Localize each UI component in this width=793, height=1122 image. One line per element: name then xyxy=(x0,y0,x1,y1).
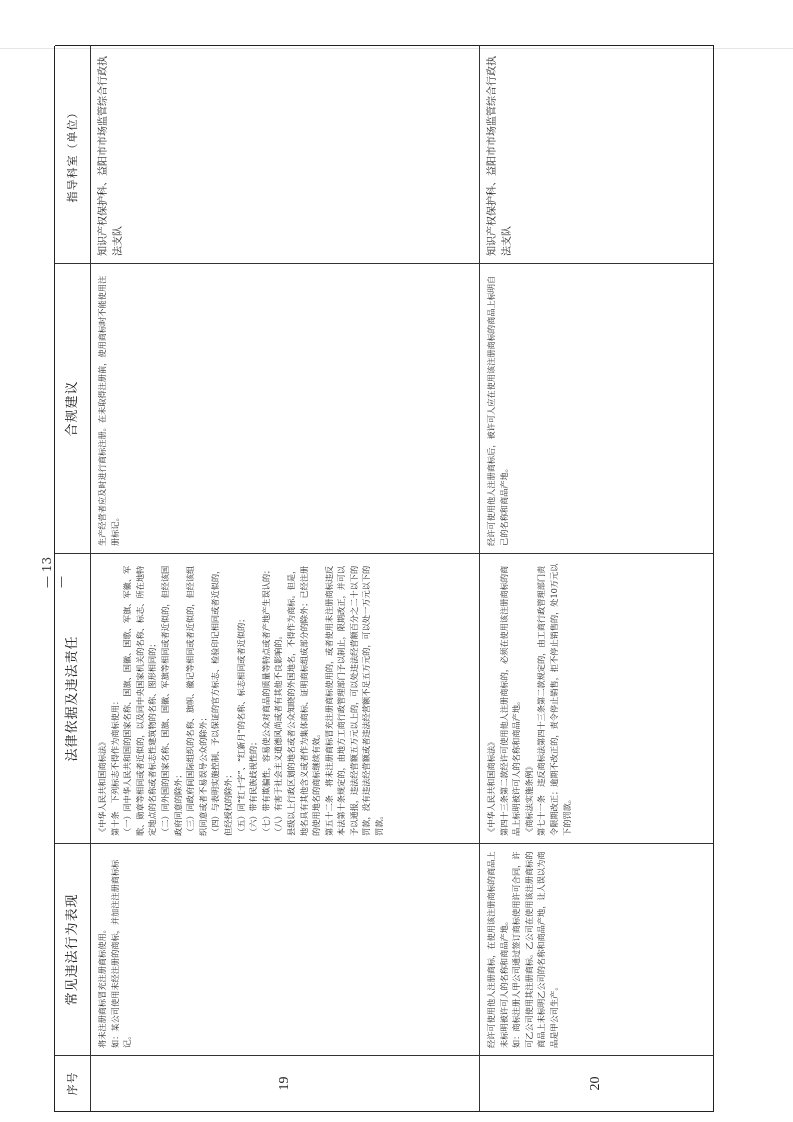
row-19-number: 19 xyxy=(91,1055,480,1111)
row-20-basis-line: 第四十三条第二款经许可使用他人注册商标的，必须在使用该注册商标的商品上标明被许可人的名称和商品产地。 xyxy=(498,565,522,836)
row-19-basis-line: （四）与表明实施控制、予以保证的官方标志、检验印记相同或者近似的，但经授权的除外； xyxy=(210,565,233,836)
header-advice: 合规建议 xyxy=(55,263,91,553)
row-19-basis-line: （二）同外国的国家名称、国旗、国徽、军旗等相同或者近似的，但经该国政府同意的除外； xyxy=(159,565,183,836)
header-no: 序号 xyxy=(55,1055,91,1111)
row-19-behavior xyxy=(91,843,480,1055)
header-behavior: 常见违法行为表现 xyxy=(55,843,91,1055)
row-19-basis-line: （三）同政府间国际组织的名称、旗帜、徽记等相同或者近似的，但经该组织同意或者不易误导公众的除外； xyxy=(185,565,208,836)
row-19-basis-line: （一）同中华人民共和国的国家名称、国旗、国徽、国歌、军旗、军徽、军歌、勋章等相同或者近似的，以及同中央国家机关的名称、标志、所在地特定地点的名称或者标志性建筑物的名称、图形相同的； xyxy=(122,565,158,836)
header-unit: 指导科室（单位） xyxy=(55,45,91,263)
row-20-behavior-line: 如：商标注册人甲公司通过签订商标使用许可合同，许可乙公司使用其注册商标。乙公司在使用该注册商标的商品上未标明乙公司的名称和商品产地，让人误以为商品是甲公司生产。 xyxy=(511,851,559,1048)
row-20-advice-line: 经许可使用他人注册商标后，被许可人应在使用该注册商标的商品上标明自己的名称和商品产地。 xyxy=(486,275,509,546)
row-19-basis xyxy=(91,553,480,843)
row-19-basis-line: （七）带有欺骗性，容易使公众对商品的质量等特点或者产地产生误认的； xyxy=(260,565,271,836)
row-20-number: 20 xyxy=(480,1055,714,1111)
rotated-table-wrapper xyxy=(54,46,714,1112)
row-19-basis-line: 县级以上行政区划的地名或者公众知晓的外国地名，不得作为商标。但是，地名具有其他含义或者作为集体商标、证明商标组成部分的除外；已经注册的使用地名的商标继续有效。 xyxy=(285,565,322,836)
row-20-basis-line: 《商标法实施条例》 xyxy=(523,762,534,836)
row-20-unit: 知识产权保护科、益阳市市场监管综合行政执法支队 xyxy=(480,45,714,263)
row-20-advice xyxy=(480,263,714,553)
row-20-basis-line: 第七十一条 违反商标法第四十三条第二款规定的，由工商行政管理部门责令限期改正；逾期不改正的，责令停止销售，拒不停止销售的，处10万元以下的罚款。 xyxy=(536,563,572,836)
row-19-unit: 知识产权保护科、益阳市市场监管综合行政执法支队 xyxy=(91,45,480,263)
row-19-behavior-line: 如：某公司使用未经注册的商标，并加注注册商标标记。 xyxy=(109,859,133,1048)
row-19-basis-line: （六）带有民族歧视性的； xyxy=(248,737,259,836)
violation-table xyxy=(54,46,714,1112)
row-19-basis-line: （八）有害于社会主义道德风尚或者有其他不良影响的。 xyxy=(273,631,284,836)
row-20-basis-line: 《中华人民共和国商标法》 xyxy=(486,737,496,836)
row-19-basis-line: 第五十二条 将未注册商标冒充注册商标使用的，或者使用未注册商标违反本法第十条规定的，由地方工商行政管理部门予以制止，限期改正，并可以予以通报，违法经营额五万元以上的，可以处违法经营额百分之二十以下的罚款，没有违法经营额或者违法经营额不足五万元的，可以处一万元以下的罚款。 xyxy=(323,565,385,836)
row-20-behavior-line: 经许可使用他人注册商标，在使用该注册商标的商品上未标明被许可人的名称和商品产地。 xyxy=(486,851,509,1048)
page-number: — 13 — xyxy=(40,556,68,588)
row-20-basis xyxy=(480,553,714,843)
row-20-behavior xyxy=(480,843,714,1055)
row-19-basis-line: 《中华人民共和国商标法》 xyxy=(97,737,107,836)
header-basis: 法律依据及违法责任 xyxy=(55,553,91,843)
row-19-basis-line: （五）同“红十字”、“红新月”的名称、标志相同或者近似的； xyxy=(235,614,246,836)
row-19-advice xyxy=(91,263,480,553)
row-19-behavior-line: 将未注册商标冒充注册商标使用。 xyxy=(97,925,107,1048)
row-19-basis-line: 第十条 下列标志不得作为商标使用： xyxy=(109,696,120,836)
row-19-advice-line: 生产经营者应及时进行商标注册。在未取得注册前，使用商标时不能使用注册标记。 xyxy=(97,275,120,546)
